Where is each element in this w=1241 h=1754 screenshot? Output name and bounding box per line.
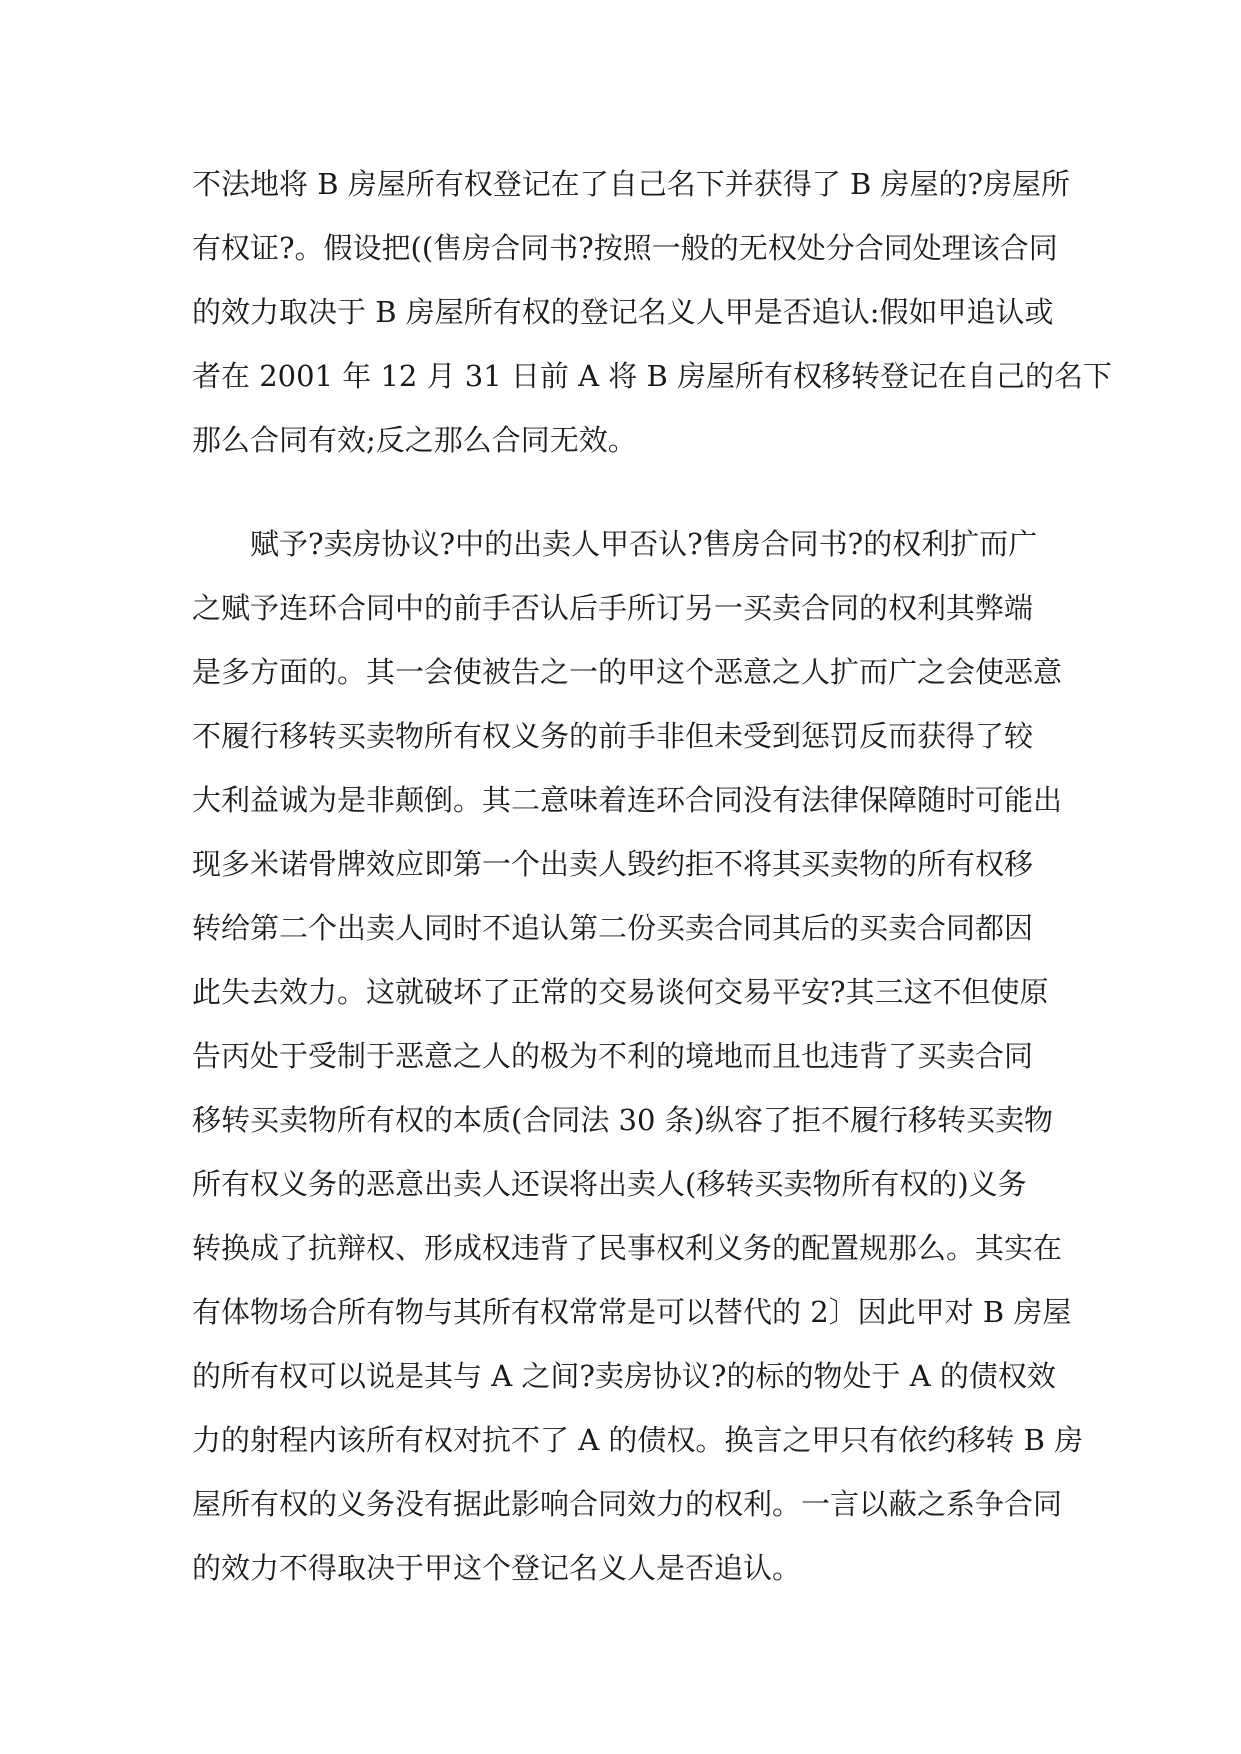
text-line: 是多方面的。其一会使被告之一的甲这个恶意之人扩而广之会使恶意 [192, 655, 1063, 689]
text-line: 转换成了抗辩权、形成权违背了民事权利义务的配置规那么。其实在 [192, 1231, 1063, 1265]
text-line: 大利益诚为是非颠倒。其二意味着连环合同没有法律保障随时可能出 [192, 783, 1063, 817]
text-line: 现多米诺骨牌效应即第一个出卖人毁约拒不将其买卖物的所有权移 [192, 847, 1034, 881]
text-line: 此失去效力。这就破坏了正常的交易谈何交易平安?其三这不但使原 [192, 975, 1049, 1009]
text-line: 赋予?卖房协议?中的出卖人甲否认?售房合同书?的权利扩而广 [250, 527, 1038, 561]
text-line: 所有权义务的恶意出卖人还误将出卖人(移转买卖物所有权的)义务 [192, 1167, 1027, 1201]
text-line: 有体物场合所有物与其所有权常常是可以替代的 2〕因此甲对 B 房屋 [192, 1295, 1072, 1329]
text-line: 告丙处于受制于恶意之人的极为不利的境地而且也违背了买卖合同 [192, 1039, 1034, 1073]
text-line: 那么合同有效;反之那么合同无效。 [192, 423, 637, 457]
text-line: 之赋予连环合同中的前手否认后手所订另一买卖合同的权利其弊端 [192, 591, 1034, 625]
text-line: 者在 2001 年 12 月 31 日前 A 将 B 房屋所有权移转登记在自己的名下 [192, 359, 1113, 393]
text-line: 力的射程内该所有权对抗不了 A 的债权。换言之甲只有依约移转 B 房 [192, 1423, 1084, 1457]
text-line: 不履行移转买卖物所有权义务的前手非但未受到惩罚反而获得了较 [192, 719, 1034, 753]
text-line: 转给第二个出卖人同时不追认第二份买卖合同其后的买卖合同都因 [192, 911, 1034, 945]
text-line: 移转买卖物所有权的本质(合同法 30 条)纵容了拒不履行移转买卖物 [192, 1103, 1053, 1137]
text-line: 的效力不得取决于甲这个登记名义人是否追认。 [192, 1551, 802, 1585]
text-line: 的效力取决于 B 房屋所有权的登记名义人甲是否追认:假如甲追认或 [192, 295, 1054, 329]
paragraph-2 [192, 512, 1084, 1600]
text-line: 有权证?。假设把((售房合同书?按照一般的无权处分合同处理该合同 [192, 231, 1058, 265]
text-line: 的所有权可以说是其与 A 之间?卖房协议?的标的物处于 A 的债权效 [192, 1359, 1056, 1393]
paragraph-1 [192, 152, 1113, 472]
text-line: 屋所有权的义务没有据此影响合同效力的权利。一言以蔽之系争合同 [192, 1487, 1063, 1521]
text-line: 不法地将 B 房屋所有权登记在了自己名下并获得了 B 房屋的?房屋所 [192, 167, 1071, 201]
